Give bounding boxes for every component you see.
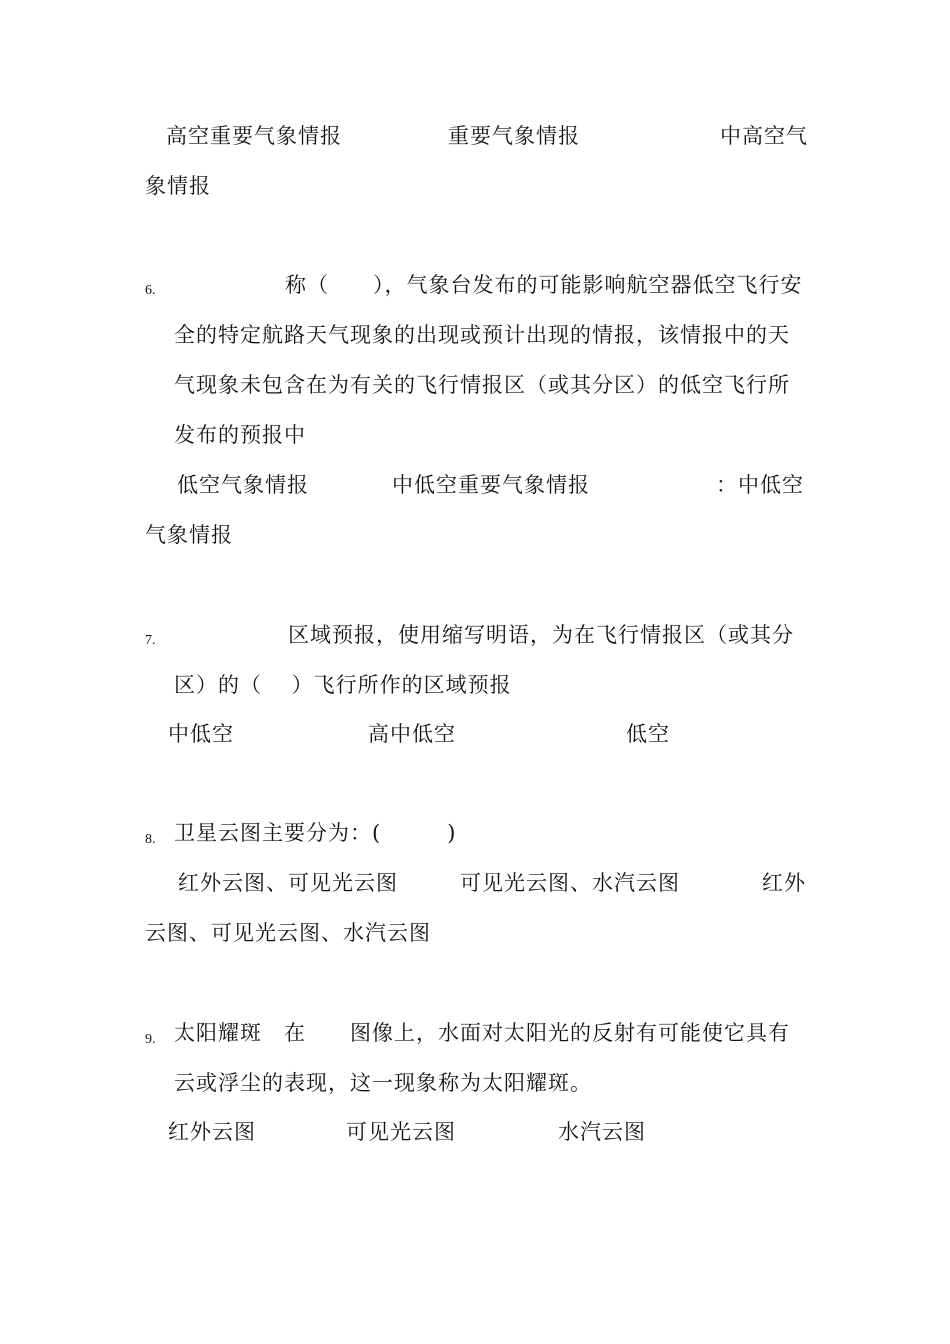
q6-number: 6. <box>145 283 156 298</box>
q8-option-c-line2: 云图、可见光云图、水汽云图 <box>145 921 431 945</box>
q6-stem-line3: 气现象未包含在为有关的飞行情报区（或其分区）的低空飞行所 <box>174 373 790 397</box>
q6-option-c-line1: ：中低空 <box>716 473 804 497</box>
q8-option-c-line1: 红外 <box>762 871 806 895</box>
q7-option-b: 高中低空 <box>368 722 456 746</box>
q8-option-a: 红外云图、可见光云图 <box>178 871 398 895</box>
q7-option-c: 低空 <box>626 722 670 746</box>
q6-stem-line4: 发布的预报中 <box>174 423 306 447</box>
q6-stem-line2: 全的特定航路天气现象的出现或预计出现的情报，该情报中的天 <box>174 323 790 347</box>
q9-option-c: 水汽云图 <box>558 1120 646 1144</box>
q9-stem-line2: 云或浮尘的表现，这一现象称为太阳耀斑。 <box>174 1071 592 1095</box>
q8-stem-line1: 卫星云图主要分为：( ) <box>174 821 457 845</box>
q5-option-c-line1: 中高空气 <box>720 124 808 148</box>
q6-option-b: 中低空重要气象情报 <box>392 473 590 497</box>
q7-stem-line1: 区域预报，使用缩写明语，为在飞行情报区（或其分 <box>288 623 794 647</box>
q9-option-a: 红外云图 <box>168 1120 256 1144</box>
q7-stem-line2: 区）的（ ）飞行所作的区域预报 <box>174 673 512 697</box>
q5-option-b: 重要气象情报 <box>448 124 580 148</box>
q9-stem-line1: 太阳耀斑 在 图像上，水面对太阳光的反射有可能使它具有 <box>174 1021 790 1045</box>
q9-option-b: 可见光云图 <box>346 1120 456 1144</box>
q8-option-b: 可见光云图、水汽云图 <box>460 871 680 895</box>
q6-option-a: 低空气象情报 <box>177 473 309 497</box>
q5-option-a: 高空重要气象情报 <box>166 124 342 148</box>
q7-option-a: 中低空 <box>168 722 234 746</box>
q9-number: 9. <box>145 1032 156 1047</box>
q7-number: 7. <box>145 633 156 648</box>
q5-option-c-line2: 象情报 <box>145 174 211 198</box>
q6-stem-line1: 称（ ），气象台发布的可能影响航空器低空飞行安 <box>285 273 803 297</box>
q6-option-c-line2: 气象情报 <box>145 523 233 547</box>
q8-number: 8. <box>145 832 156 847</box>
